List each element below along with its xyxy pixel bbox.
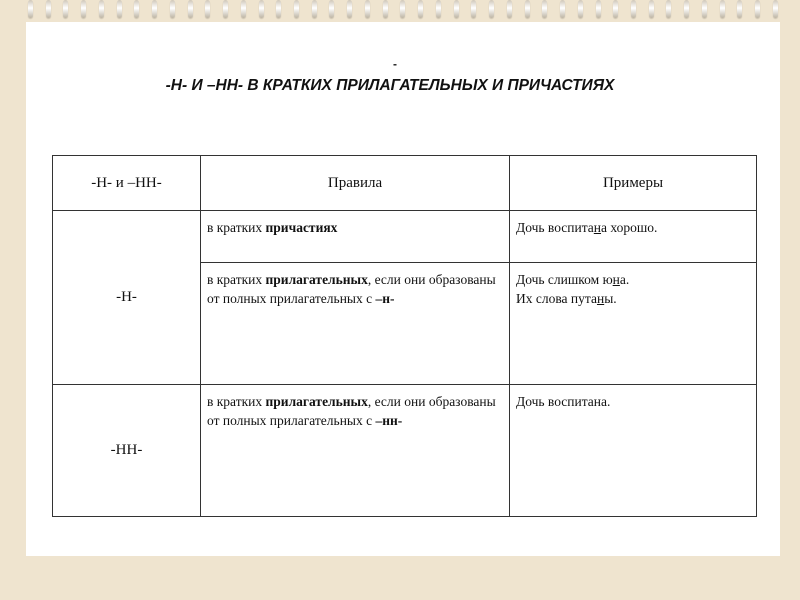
example-text: Дочь воспитана.	[516, 394, 611, 409]
example-cell	[510, 385, 757, 517]
binder-ring	[596, 0, 601, 18]
rule-text: в кратких	[207, 272, 266, 287]
example-line	[516, 392, 750, 411]
example-underlined-letter: н	[596, 291, 605, 306]
binder-ring	[188, 0, 193, 18]
example-cell	[510, 211, 757, 263]
example-text: а хорошо.	[601, 220, 658, 235]
rule-text: в кратких	[207, 220, 266, 235]
binder-ring	[205, 0, 210, 18]
binder-ring	[152, 0, 157, 18]
rule-suffix: –нн-	[375, 413, 403, 428]
table-header-row	[53, 156, 757, 211]
example-underlined-letter: н	[593, 220, 602, 235]
binder-ring	[507, 0, 512, 18]
binder-ring	[436, 0, 441, 18]
binder-ring	[702, 0, 707, 18]
binder-ring	[99, 0, 104, 18]
binder-ring	[347, 0, 352, 18]
binder-ring	[773, 0, 778, 18]
rule-cell	[201, 263, 510, 385]
binder-ring	[684, 0, 689, 18]
binder-ring	[134, 0, 139, 18]
rule-keyword: прилагательных	[265, 272, 368, 287]
rule-suffix: –н-	[375, 291, 395, 306]
example-text: Их слова пута	[516, 291, 597, 306]
example-text: ы.	[604, 291, 617, 306]
table-row	[53, 385, 757, 517]
binder-ring	[400, 0, 405, 18]
example-text: а.	[619, 272, 630, 287]
rule-text: , если они образованы от полных прилагательных с	[207, 272, 496, 306]
example-text: Дочь воспита	[516, 220, 594, 235]
binder-ring	[542, 0, 547, 18]
column-header-category: -Н- и –НН-	[53, 156, 201, 211]
example-line	[516, 289, 750, 308]
binder-ring	[276, 0, 281, 18]
binder-ring	[170, 0, 175, 18]
binder-ring	[117, 0, 122, 18]
binder-ring	[383, 0, 388, 18]
binder-ring	[578, 0, 583, 18]
example-cell	[510, 263, 757, 385]
binder-ring	[755, 0, 760, 18]
title-marker: -	[393, 57, 397, 71]
column-header-examples: Примеры	[510, 156, 757, 211]
category-cell: -Н-	[53, 211, 201, 385]
binder-ring	[329, 0, 334, 18]
binder-ring	[720, 0, 725, 18]
column-header-rules: Правила	[201, 156, 510, 211]
binder-ring	[259, 0, 264, 18]
binder-ring	[471, 0, 476, 18]
table-row	[53, 211, 757, 263]
rule-keyword: причастиях	[265, 220, 338, 235]
binder-ring	[63, 0, 68, 18]
binder-ring	[28, 0, 33, 18]
binder-ring	[223, 0, 228, 18]
binder-ring	[418, 0, 423, 18]
binder-ring	[649, 0, 654, 18]
rules-table	[52, 155, 757, 517]
binder-ring	[454, 0, 459, 18]
binder-ring	[613, 0, 618, 18]
rule-keyword: прилагательных	[265, 394, 368, 409]
binder-ring	[241, 0, 246, 18]
example-text: Дочь слишком ю	[516, 272, 613, 287]
rule-cell	[201, 385, 510, 517]
binder-ring	[560, 0, 565, 18]
binder-ring	[46, 0, 51, 18]
example-line	[516, 270, 750, 289]
binder-ring	[737, 0, 742, 18]
binder-ring	[631, 0, 636, 18]
page-title: -Н- И –НН- В КРАТКИХ ПРИЛАГАТЕЛЬНЫХ И ПРИЧАСТИЯХ	[165, 77, 615, 94]
category-cell: -НН-	[53, 385, 201, 517]
rule-text: в кратких	[207, 394, 266, 409]
binder-ring	[81, 0, 86, 18]
example-line	[516, 218, 750, 237]
rule-cell	[201, 211, 510, 263]
binder-ring	[312, 0, 317, 18]
binder-ring	[666, 0, 671, 18]
binder-spiral	[28, 0, 778, 22]
rule-text: , если они образованы от полных прилагательных с	[207, 394, 496, 428]
example-underlined-letter: н	[612, 272, 620, 287]
binder-ring	[294, 0, 299, 18]
binder-ring	[365, 0, 370, 18]
binder-ring	[489, 0, 494, 18]
binder-ring	[525, 0, 530, 18]
